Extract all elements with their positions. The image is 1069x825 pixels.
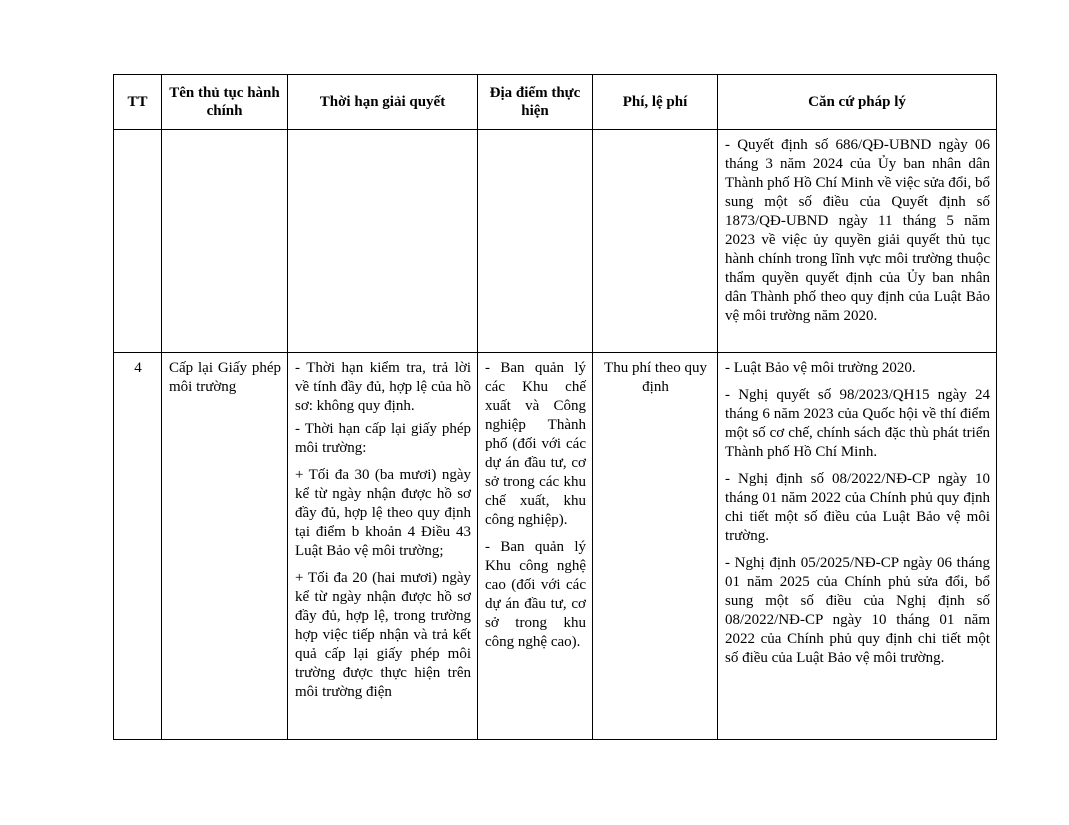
header-procedure-name: Tên thủ tục hành chính bbox=[162, 75, 288, 130]
time-item: + Tối đa 20 (hai mươi) ngày kể từ ngày nhận được hồ sơ đầy đủ, hợp lệ, trong trường hợp việc tiếp nhận và trả kết quả cấp lại giấy phép môi trường được thực hiện trên môi trường điện bbox=[295, 570, 471, 700]
place-item: - Ban quản lý các Khu chế xuất và Công nghiệp Thành phố (đối với các dự án đầu tư, cơ sở trong các khu chế xuất, khu công nghiệp). bbox=[485, 360, 586, 528]
cont-fee-cell bbox=[593, 130, 718, 353]
row-number: 4 bbox=[114, 353, 162, 740]
cont-legal-cell bbox=[718, 130, 997, 353]
legal-item: - Luật Bảo vệ môi trường 2020. bbox=[725, 360, 916, 376]
legal-item: - Nghị định số 08/2022/NĐ-CP ngày 10 tháng 01 năm 2022 của Chính phủ quy định chi tiết một số điều của Luật Bảo vệ môi trường. bbox=[725, 471, 990, 544]
cont-name-cell bbox=[162, 130, 288, 353]
cont-place-cell bbox=[478, 130, 593, 353]
fee-cell: Thu phí theo quy định bbox=[593, 353, 718, 740]
legal-item: - Nghị quyết số 98/2023/QH15 ngày 24 tháng 6 năm 2023 của Quốc hội về thí điểm một số cơ chế, chính sách đặc thù phát triển Thành phố Hồ Chí Minh. bbox=[725, 387, 990, 460]
header-fee: Phí, lệ phí bbox=[593, 75, 718, 130]
header-legal-basis: Căn cứ pháp lý bbox=[718, 75, 997, 130]
table-row bbox=[114, 353, 997, 740]
procedure-table bbox=[113, 74, 997, 740]
cont-time-cell bbox=[288, 130, 478, 353]
time-item: - Thời hạn cấp lại giấy phép môi trường: bbox=[295, 421, 471, 456]
cont-tt-cell bbox=[114, 130, 162, 353]
place-item: - Ban quản lý Khu công nghệ cao (đối với các dự án đầu tư, cơ sở trong khu công nghệ cao). bbox=[485, 539, 586, 650]
legal-item: - Quyết định số 686/QĐ-UBND ngày 06 tháng 3 năm 2024 của Ủy ban nhân dân Thành phố Hồ Chí Minh về việc sửa đổi, bổ sung một số điều của Quyết định số 1873/QĐ-UBND ngày 11 tháng 5 năm 2023 về việc ủy quyền giải quyết thủ tục hành chính trong lĩnh vực môi trường thuộc thẩm quyền quyết định của Ủy ban nhân dân Thành phố theo quy định của Luật Bảo vệ môi trường năm 2020. bbox=[725, 137, 990, 324]
legal-basis-cell bbox=[718, 353, 997, 740]
table-header-row bbox=[114, 75, 997, 130]
header-tt: TT bbox=[114, 75, 162, 130]
procedure-name: Cấp lại Giấy phép môi trường bbox=[162, 353, 288, 740]
header-place: Địa điểm thực hiện bbox=[478, 75, 593, 130]
place-cell bbox=[478, 353, 593, 740]
legal-item: - Nghị định 05/2025/NĐ-CP ngày 06 tháng 01 năm 2025 của Chính phủ sửa đổi, bổ sung một số điều của Nghị định số 08/2022/NĐ-CP ngày 10 tháng 01 năm 2022 của Chính phủ quy định chi tiết một số điều của Luật Bảo vệ môi trường. bbox=[725, 555, 990, 666]
table-row-continuation bbox=[114, 130, 997, 353]
processing-time-cell bbox=[288, 353, 478, 740]
time-item: - Thời hạn kiểm tra, trả lời về tính đầy đủ, hợp lệ của hồ sơ: không quy định. bbox=[295, 360, 471, 414]
header-processing-time: Thời hạn giải quyết bbox=[288, 75, 478, 130]
time-item: + Tối đa 30 (ba mươi) ngày kể từ ngày nhận được hồ sơ đầy đủ, hợp lệ theo quy định tại điểm b khoản 4 Điều 43 Luật Bảo vệ môi trường; bbox=[295, 467, 471, 559]
